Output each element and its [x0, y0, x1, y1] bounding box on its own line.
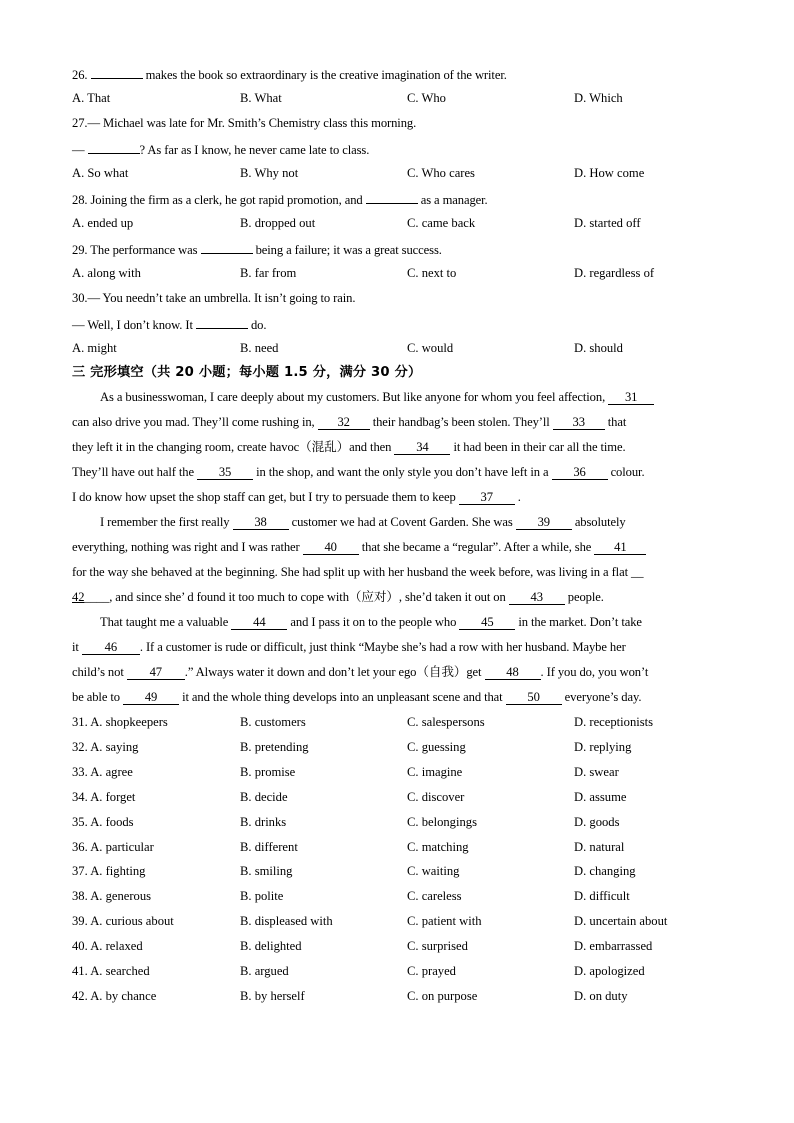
option-c: C. belongings — [407, 814, 477, 829]
option-c: C. next to — [407, 266, 457, 280]
option-a: A. ended up — [72, 216, 134, 230]
section-heading: 三 完形填空（共 20 小题；每小题 1.5 分，满分 30 分） — [72, 365, 422, 380]
option-b: B. decide — [240, 789, 288, 804]
option-c: C. would — [407, 341, 454, 355]
option-a: 39. A. curious about — [72, 914, 174, 929]
cloze-blank-35: 35 — [197, 466, 253, 480]
option-c: C. salespersons — [407, 715, 485, 729]
cloze-blank-46: 46 — [82, 641, 140, 655]
option-b: B. customers — [240, 715, 306, 729]
passage-line: I do know how upset the shop staff can get, but I try to persuade them to keep 37 . — [72, 490, 521, 504]
option-a: 41. A. searched — [72, 964, 150, 978]
option-b: B. argued — [240, 964, 289, 978]
option-d: D. swear — [574, 764, 619, 779]
question-30-reply: — Well, I don’t know. It do. — [72, 315, 724, 333]
option-c: C. guessing — [407, 739, 466, 754]
option-d: D. changing — [574, 864, 636, 879]
option-b: B. far from — [240, 266, 297, 280]
option-c: C. imagine — [407, 764, 463, 779]
option-a: A. So what — [72, 166, 129, 180]
cloze-blank-33: 33 — [553, 416, 605, 430]
option-b: B. need — [240, 341, 279, 355]
option-c: C. careless — [407, 889, 462, 904]
option-c: C. Who — [407, 91, 446, 105]
cloze-blank-37: 37 — [459, 491, 515, 505]
cloze-option-row — [72, 839, 724, 855]
passage-line: everything, nothing was right and I was rather 40 that she became a “regular”. After a while, she 41 — [72, 539, 724, 555]
option-d: D. How come — [574, 166, 645, 180]
option-a: 32. A. saying — [72, 739, 139, 754]
passage-line: it 46 . If a customer is rude or difficult, just think “Maybe she’s had a row with her husband. Maybe her — [72, 640, 626, 654]
option-d: D. embarrassed — [574, 939, 653, 954]
question-30-options — [72, 340, 724, 356]
option-d: D. started off — [574, 216, 641, 230]
question-27-stem: 27.— Michael was late for Mr. Smith’s Chemistry class this morning. — [72, 116, 417, 130]
option-c: C. discover — [407, 789, 465, 804]
option-b: B. drinks — [240, 814, 287, 829]
option-d: D. should — [574, 341, 623, 355]
option-b: B. promise — [240, 764, 296, 779]
passage-line: be able to 49 it and the whole thing develops into an unpleasant scene and that 50 everyone’s day. — [72, 690, 642, 704]
option-c: C. on purpose — [407, 988, 478, 1003]
cloze-blank-36: 36 — [552, 466, 608, 480]
option-b: B. Why not — [240, 166, 299, 180]
cloze-blank-42: 42 — [72, 590, 85, 604]
cloze-blank-44: 44 — [231, 616, 287, 630]
passage-line: 42____, and since she’ d found it too much to cope with（应对）, she’d taken it out on 43 people. — [72, 590, 604, 604]
cloze-option-row — [72, 814, 724, 830]
question-27-reply: — ? As far as I know, he never came late to class. — [72, 140, 724, 158]
cloze-option-row — [72, 888, 724, 904]
option-d: D. apologized — [574, 964, 645, 978]
cloze-blank-43: 43 — [509, 591, 565, 605]
option-d: D. uncertain about — [574, 914, 668, 929]
option-d: D. Which — [574, 91, 623, 105]
answer-blank — [88, 140, 140, 154]
passage-line: That taught me a valuable 44 and I pass it on to the people who 45 in the market. Don’t take — [100, 615, 642, 629]
option-a: 34. A. forget — [72, 789, 136, 804]
passage-line: They’ll have out half the 35 in the shop, and want the only style you don’t have left in a 36 colour. — [72, 465, 645, 479]
cloze-blank-32: 32 — [318, 416, 370, 430]
option-d: D. regardless of — [574, 266, 655, 280]
option-c: C. waiting — [407, 864, 460, 879]
option-a: 40. A. relaxed — [72, 939, 143, 954]
cloze-blank-48: 48 — [485, 666, 541, 680]
passage-line: they left it in the changing room, create havoc（混乱）and then 34 it had been in their car all the time. — [72, 440, 626, 454]
option-a: 31. A. shopkeepers — [72, 715, 168, 729]
option-a: 37. A. fighting — [72, 864, 146, 879]
option-c: C. surprised — [407, 939, 468, 954]
option-d: D. receptionists — [574, 715, 654, 729]
option-b: B. polite — [240, 889, 284, 904]
cloze-option-row — [72, 938, 724, 954]
cloze-blank-40: 40 — [303, 541, 359, 555]
option-a: 35. A. foods — [72, 814, 134, 829]
option-c: C. came back — [407, 216, 476, 230]
cloze-blank-34: 34 — [394, 441, 450, 455]
cloze-blank-49: 49 — [123, 691, 179, 705]
option-d: D. difficult — [574, 889, 630, 904]
question-30-stem: 30.— You needn’t take an umbrella. It isn’t going to rain. — [72, 291, 356, 305]
passage-line: I remember the first really 38 customer we had at Covent Garden. She was 39 absolutely — [100, 515, 626, 529]
answer-blank — [196, 315, 248, 329]
option-b: B. by herself — [240, 988, 305, 1003]
cloze-option-row — [72, 789, 724, 805]
option-b: B. pretending — [240, 739, 309, 754]
passage-line: child’s not 47 .” Always water it down and don’t let your ego（自我）get 48 . If you do, you won’t — [72, 665, 649, 679]
option-c: C. prayed — [407, 964, 456, 978]
option-b: B. delighted — [240, 939, 302, 954]
answer-blank — [201, 240, 253, 254]
option-d: D. on duty — [574, 988, 628, 1003]
cloze-blank-47: 47 — [127, 666, 185, 680]
option-d: D. goods — [574, 814, 620, 829]
question-26-options — [72, 90, 724, 106]
option-a: 42. A. by chance — [72, 988, 157, 1003]
passage-line: As a businesswoman, I care deeply about my customers. But like anyone for whom you feel affection, 31 — [100, 389, 724, 405]
option-b: B. dropped out — [240, 216, 316, 230]
cloze-blank-45: 45 — [459, 616, 515, 630]
passage-line: can also drive you mad. They’ll come rushing in, 32 their handbag’s been stolen. They’ll 33 that — [72, 415, 627, 429]
option-b: B. displeased with — [240, 914, 333, 929]
cloze-option-row — [72, 963, 724, 979]
question-28-stem: 28. Joining the firm as a clerk, he got rapid promotion, and as a manager. — [72, 190, 724, 208]
cloze-blank-50: 50 — [506, 691, 562, 705]
cloze-option-row — [72, 988, 724, 1004]
option-a: 38. A. generous — [72, 889, 152, 904]
option-a: A. That — [72, 91, 111, 105]
option-a: A. along with — [72, 266, 141, 280]
cloze-option-row — [72, 739, 724, 755]
answer-blank — [91, 65, 143, 79]
option-c: C. Who cares — [407, 166, 475, 180]
answer-blank — [366, 190, 418, 204]
option-d: D. assume — [574, 789, 627, 804]
option-b: B. smiling — [240, 864, 293, 879]
question-28-options — [72, 215, 724, 231]
option-c: C. patient with — [407, 914, 482, 929]
question-27-options — [72, 165, 724, 181]
cloze-option-row — [72, 764, 724, 780]
option-a: 33. A. agree — [72, 764, 133, 779]
cloze-option-row — [72, 714, 724, 730]
cloze-blank-31: 31 — [608, 391, 654, 405]
option-d: D. natural — [574, 839, 625, 854]
passage-line: for the way she behaved at the beginning. She had split up with her husband the week before, was living in a flat __ — [72, 565, 644, 579]
option-a: 36. A. particular — [72, 839, 154, 854]
option-a: A. might — [72, 341, 117, 355]
cloze-blank-38: 38 — [233, 516, 289, 530]
question-29-options — [72, 265, 724, 281]
cloze-option-row — [72, 913, 724, 929]
option-b: B. What — [240, 91, 282, 105]
cloze-option-row — [72, 863, 724, 879]
option-c: C. matching — [407, 839, 469, 854]
question-29-stem: 29. The performance was being a failure; it was a great success. — [72, 240, 724, 258]
cloze-blank-41: 41 — [594, 541, 646, 555]
cloze-blank-39: 39 — [516, 516, 572, 530]
question-26-stem: 26. makes the book so extraordinary is the creative imagination of the writer. — [72, 65, 724, 83]
option-b: B. different — [240, 839, 298, 854]
option-d: D. replying — [574, 739, 632, 754]
